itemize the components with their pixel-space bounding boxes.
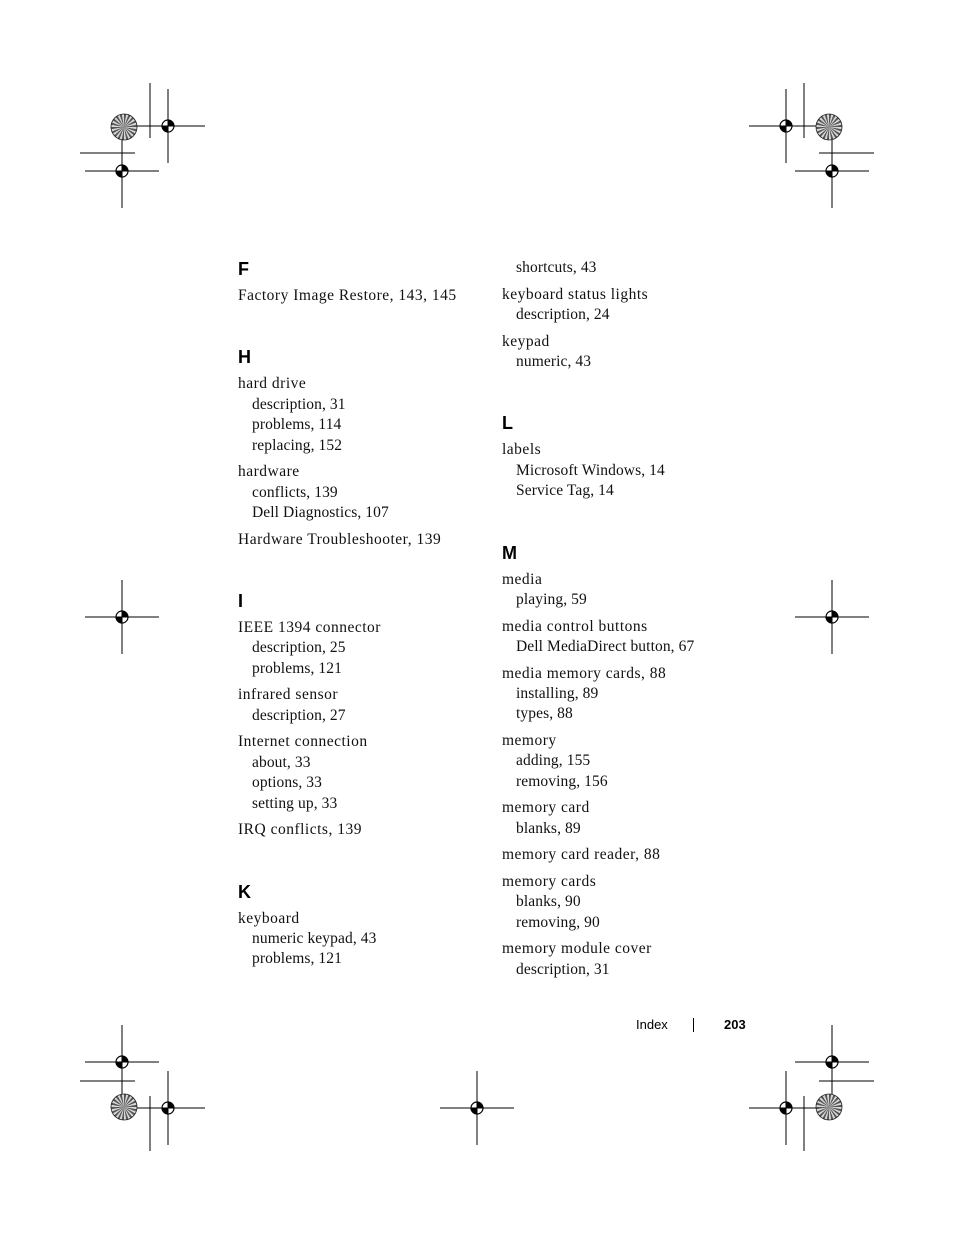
- section-letter-heading: I: [238, 591, 244, 612]
- registration-starburst: [816, 114, 842, 140]
- registration-crosshair: [795, 1025, 869, 1099]
- index-subentry: options, 33: [252, 774, 322, 792]
- index-subentry: Service Tag, 14: [516, 482, 614, 500]
- index-entry: Factory Image Restore, 143, 145: [238, 287, 457, 304]
- section-spacer: [502, 372, 752, 412]
- index-subentry: problems, 121: [252, 659, 342, 677]
- index-subentry: description, 31: [516, 960, 610, 978]
- footer-section-label: Index: [636, 1017, 668, 1032]
- index-section: [238, 881, 488, 970]
- index-entry: IEEE 1394 connector: [238, 619, 381, 637]
- index-section: [502, 258, 752, 372]
- registration-crosshair: [440, 1071, 514, 1145]
- index-entry: media: [502, 570, 543, 588]
- index-subentry: numeric keypad, 43: [252, 930, 377, 948]
- registration-crosshair: [85, 580, 159, 654]
- registration-starburst: [111, 114, 137, 140]
- section-letter-heading: K: [238, 881, 251, 902]
- index-column-left: [238, 258, 488, 970]
- registration-starburst: [111, 1094, 137, 1120]
- index-entry: media control buttons: [502, 617, 648, 635]
- section-letter-heading: H: [238, 347, 251, 368]
- index-entry: keyboard: [238, 909, 300, 927]
- index-entry: keypad: [502, 332, 550, 350]
- registration-crosshair: [131, 1071, 205, 1145]
- index-subentry: removing, 156: [516, 772, 608, 790]
- index-subentry: adding, 155: [516, 752, 591, 770]
- page-number: 203: [724, 1017, 746, 1032]
- registration-crosshair: [85, 134, 159, 208]
- index-section: [238, 590, 488, 841]
- index-entry: hardware: [238, 463, 300, 481]
- section-letter-heading: L: [502, 413, 513, 434]
- index-subentry: description, 27: [252, 706, 346, 724]
- section-letter-heading: M: [502, 542, 517, 563]
- index-subentry: Dell MediaDirect button, 67: [516, 638, 695, 656]
- index-section: [502, 542, 752, 981]
- index-subentry: Dell Diagnostics, 107: [252, 504, 389, 522]
- index-section: [238, 258, 488, 306]
- index-entry: Hardware Troubleshooter, 139: [238, 530, 442, 548]
- index-entry: memory cards: [502, 873, 597, 891]
- index-entry: keyboard status lights: [502, 285, 649, 303]
- section-spacer: [238, 841, 488, 881]
- registration-crosshair: [749, 89, 823, 163]
- index-subentry: blanks, 90: [516, 893, 581, 911]
- index-subentry: problems, 121: [252, 950, 342, 968]
- index-subentry: types, 88: [516, 705, 573, 723]
- registration-crosshair: [749, 1071, 823, 1145]
- index-subentry: conflicts, 139: [252, 483, 338, 501]
- index-section: [502, 412, 752, 501]
- section-letter-heading: F: [238, 259, 249, 279]
- registration-crosshair: [795, 134, 869, 208]
- index-entry: memory module cover: [502, 940, 652, 958]
- footer-divider: [693, 1018, 694, 1032]
- section-spacer: [502, 502, 752, 542]
- index-subentry: shortcuts, 43: [516, 259, 597, 276]
- registration-crosshair: [795, 580, 869, 654]
- index-entry: memory card: [502, 799, 590, 817]
- index-subentry: Microsoft Windows, 14: [516, 461, 665, 479]
- index-entry: labels: [502, 441, 542, 459]
- index-subentry: playing, 59: [516, 591, 587, 609]
- index-entry: memory: [502, 732, 557, 750]
- index-entry: Internet connection: [238, 733, 368, 751]
- index-subentry: problems, 114: [252, 416, 342, 434]
- section-spacer: [238, 306, 488, 346]
- index-column-right: [502, 258, 752, 980]
- index-subentry: blanks, 89: [516, 819, 581, 837]
- index-entry: hard drive: [238, 375, 307, 393]
- index-subentry: description, 24: [516, 306, 610, 323]
- index-subentry: replacing, 152: [252, 436, 343, 454]
- index-entry: memory card reader, 88: [502, 846, 661, 864]
- index-subentry: about, 33: [252, 753, 311, 771]
- section-spacer: [238, 550, 488, 590]
- index-subentry: setting up, 33: [252, 794, 338, 812]
- index-subentry: installing, 89: [516, 685, 599, 703]
- index-subentry: description, 31: [252, 395, 346, 413]
- registration-crosshair: [131, 89, 205, 163]
- index-subentry: numeric, 43: [516, 353, 592, 370]
- index-entry: media memory cards, 88: [502, 664, 667, 682]
- index-subentry: description, 25: [252, 639, 346, 657]
- registration-starburst: [816, 1094, 842, 1120]
- index-entry: IRQ conflicts, 139: [238, 821, 362, 839]
- index-entry: infrared sensor: [238, 686, 339, 704]
- registration-crosshair: [85, 1025, 159, 1099]
- index-subentry: removing, 90: [516, 913, 600, 931]
- index-section: [238, 346, 488, 550]
